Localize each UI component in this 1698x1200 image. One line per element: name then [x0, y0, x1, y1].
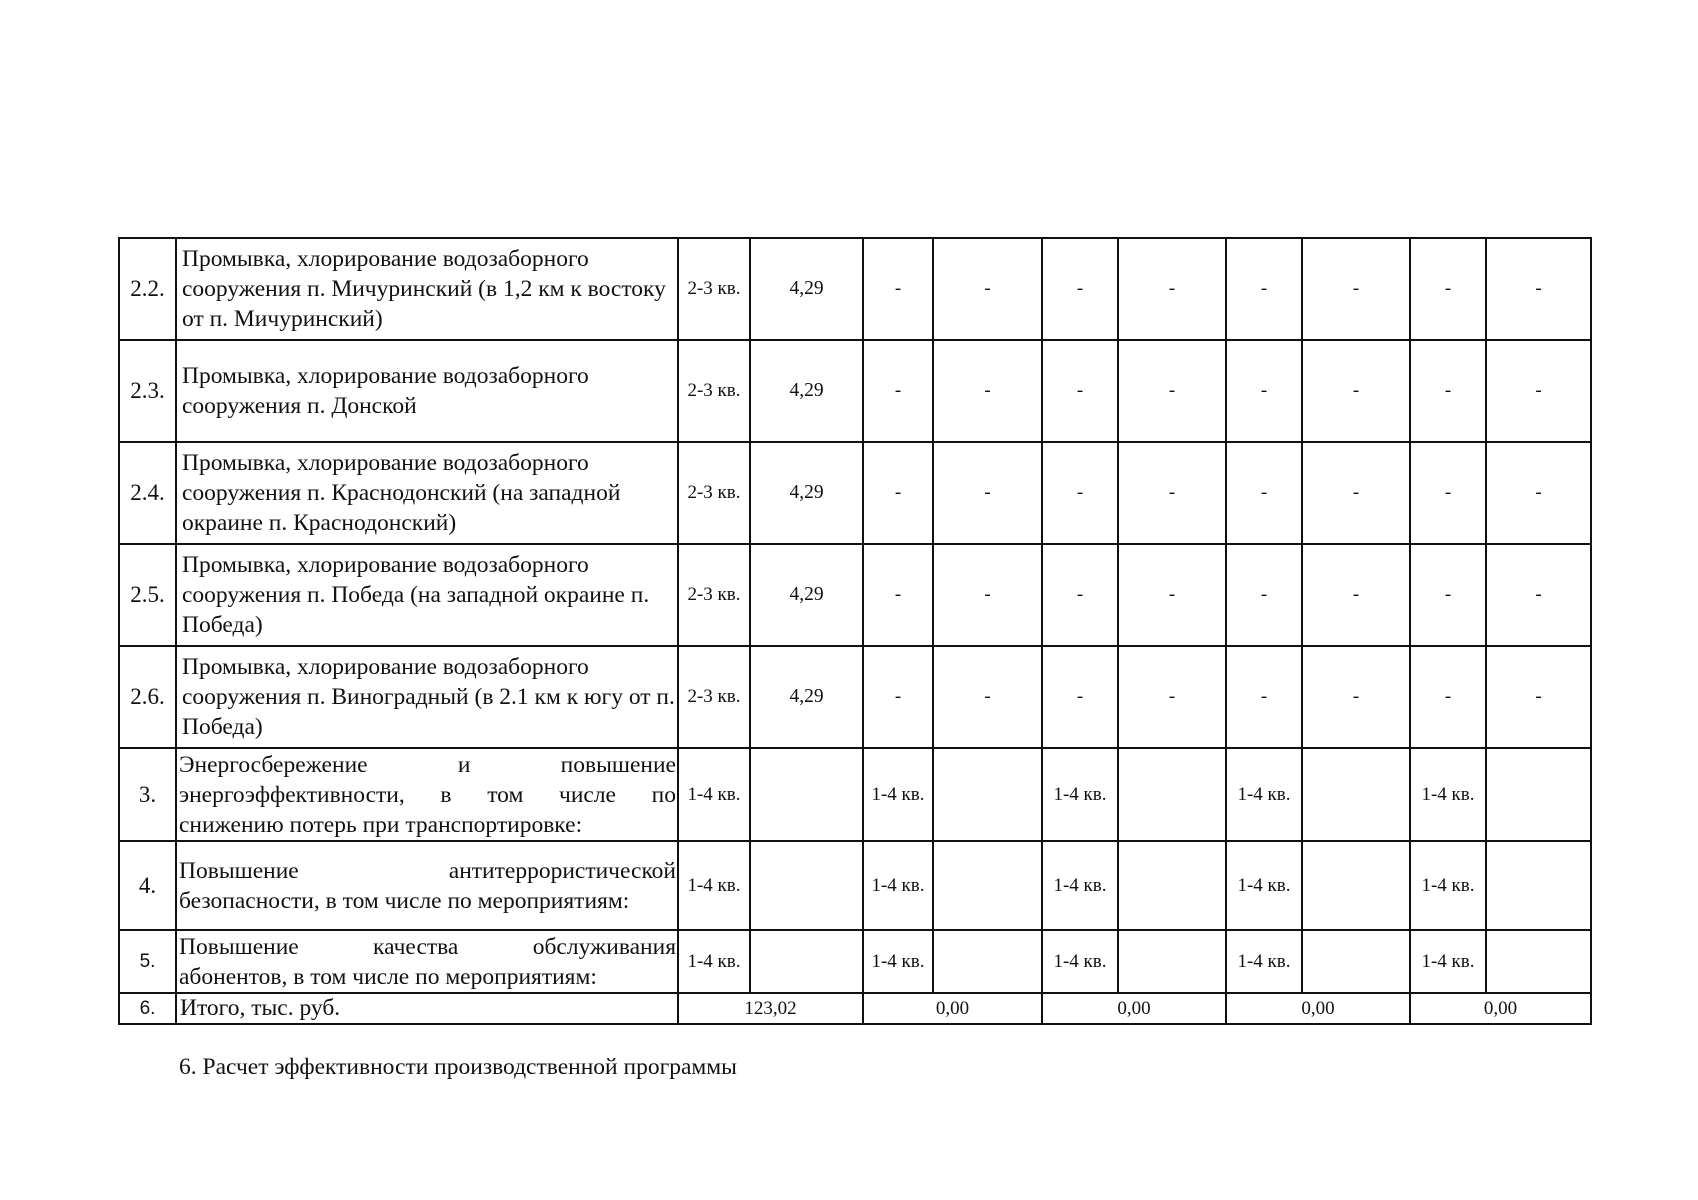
row-cell: -: [863, 238, 933, 340]
row-cell: [1486, 930, 1591, 993]
row-description: [176, 748, 678, 841]
row-number: 2.6.: [119, 646, 176, 748]
row-description-line: безопасности, в том числе по мероприятиям:: [179, 887, 630, 914]
row-description: Промывка, хлорирование водозаборного сооружения п. Краснодонский (на западной окраине п. Краснодонский): [176, 442, 678, 544]
row-cell: -: [1226, 544, 1302, 646]
row-cell: -: [933, 238, 1042, 340]
row-cell: -: [1410, 340, 1486, 442]
row-value: [750, 841, 863, 930]
row-value: [750, 930, 863, 993]
row-cell: -: [1118, 238, 1226, 340]
row-cell: -: [1042, 442, 1118, 544]
row-description-line: энергоэффективности, в том числе по: [179, 781, 676, 808]
row-cell: 1-4 кв.: [1410, 748, 1486, 841]
row-cell: -: [1042, 646, 1118, 748]
row-cell: -: [1486, 646, 1591, 748]
row-cell: -: [1118, 646, 1226, 748]
row-cell: [933, 930, 1042, 993]
row-period: 2-3 кв.: [678, 544, 750, 646]
row-number: 3.: [119, 748, 176, 841]
total-value: 0,00: [1042, 993, 1226, 1024]
row-cell: -: [863, 442, 933, 544]
table-row: [119, 544, 1591, 646]
section-heading: 6. Расчет эффективности производственной программы: [179, 1054, 737, 1080]
total-value: 0,00: [1410, 993, 1591, 1024]
row-cell: -: [1302, 544, 1410, 646]
row-cell: -: [1042, 238, 1118, 340]
row-cell: [1118, 841, 1226, 930]
row-cell: -: [1226, 340, 1302, 442]
table-row: [119, 340, 1591, 442]
row-number: 4.: [119, 841, 176, 930]
row-cell: 1-4 кв.: [1042, 930, 1118, 993]
row-cell: 1-4 кв.: [863, 930, 933, 993]
row-number: 2.5.: [119, 544, 176, 646]
table-row: [119, 841, 1591, 930]
program-table: [118, 237, 1592, 1025]
row-cell: -: [1042, 340, 1118, 442]
row-cell: -: [1410, 646, 1486, 748]
row-cell: 1-4 кв.: [1226, 930, 1302, 993]
row-cell: -: [933, 544, 1042, 646]
row-cell: 1-4 кв.: [1226, 841, 1302, 930]
row-cell: 1-4 кв.: [1410, 841, 1486, 930]
row-cell: -: [1302, 442, 1410, 544]
row-value: [750, 748, 863, 841]
row-cell: -: [1118, 340, 1226, 442]
row-cell: -: [933, 646, 1042, 748]
row-period: 2-3 кв.: [678, 442, 750, 544]
row-description: [176, 930, 678, 993]
row-cell: -: [863, 340, 933, 442]
table-row: [119, 646, 1591, 748]
row-cell: -: [1410, 544, 1486, 646]
row-value: 4,29: [750, 340, 863, 442]
table-row: [119, 442, 1591, 544]
row-cell: 1-4 кв.: [1042, 841, 1118, 930]
table-row: [119, 238, 1591, 340]
row-cell: [1486, 748, 1591, 841]
row-cell: -: [1302, 340, 1410, 442]
row-cell: -: [1486, 238, 1591, 340]
row-number: 5.: [119, 930, 176, 993]
row-cell: -: [1042, 544, 1118, 646]
total-value: 0,00: [863, 993, 1042, 1024]
row-cell: [933, 841, 1042, 930]
row-cell: 1-4 кв.: [863, 748, 933, 841]
row-cell: -: [1410, 442, 1486, 544]
row-cell: -: [1226, 442, 1302, 544]
row-cell: -: [1302, 238, 1410, 340]
row-cell: [1486, 841, 1591, 930]
row-period: 1-4 кв.: [678, 930, 750, 993]
row-description-line: абонентов, в том числе по мероприятиям:: [179, 963, 597, 990]
row-cell: -: [1226, 646, 1302, 748]
row-cell: 1-4 кв.: [1226, 748, 1302, 841]
row-period: 1-4 кв.: [678, 841, 750, 930]
row-cell: -: [1486, 544, 1591, 646]
row-cell: 1-4 кв.: [863, 841, 933, 930]
row-description: Промывка, хлорирование водозаборного сооружения п. Виноградный (в 2.1 км к югу от п. Победа): [176, 646, 678, 748]
row-description: Промывка, хлорирование водозаборного сооружения п. Донской: [176, 340, 678, 442]
row-cell: -: [863, 544, 933, 646]
total-value: 123,02: [678, 993, 863, 1024]
table-row: [119, 748, 1591, 841]
row-period: 2-3 кв.: [678, 340, 750, 442]
row-description: Промывка, хлорирование водозаборного сооружения п. Победа (на западной окраине п. Победа): [176, 544, 678, 646]
row-cell: [1302, 930, 1410, 993]
row-cell: -: [1486, 442, 1591, 544]
total-label: Итого, тыс. руб.: [176, 993, 678, 1024]
row-period: 2-3 кв.: [678, 646, 750, 748]
row-cell: [1118, 930, 1226, 993]
row-cell: -: [1410, 238, 1486, 340]
row-number: 2.2.: [119, 238, 176, 340]
row-period: 2-3 кв.: [678, 238, 750, 340]
row-description-line: Повышение качества обслуживания: [179, 933, 676, 960]
row-number: 2.4.: [119, 442, 176, 544]
row-number: 2.3.: [119, 340, 176, 442]
row-description-line: Повышение антитеррористической: [179, 857, 676, 884]
row-description: Промывка, хлорирование водозаборного сооружения п. Мичуринский (в 1,2 км к востоку от п. Мичуринский): [176, 238, 678, 340]
row-cell: -: [1486, 340, 1591, 442]
total-value: 0,00: [1226, 993, 1410, 1024]
row-description-line: Энергосбережение и повышение: [179, 751, 676, 778]
row-value: 4,29: [750, 238, 863, 340]
row-description-line: снижению потерь при транспортировке:: [179, 811, 583, 838]
row-cell: -: [863, 646, 933, 748]
row-cell: [1118, 748, 1226, 841]
row-period: 1-4 кв.: [678, 748, 750, 841]
row-cell: -: [933, 340, 1042, 442]
row-description: [176, 841, 678, 930]
row-cell: 1-4 кв.: [1410, 930, 1486, 993]
row-cell: -: [1118, 442, 1226, 544]
row-cell: [1302, 748, 1410, 841]
total-number: 6.: [119, 993, 176, 1024]
row-cell: -: [933, 442, 1042, 544]
total-row: [119, 993, 1591, 1024]
row-cell: [933, 748, 1042, 841]
row-cell: 1-4 кв.: [1042, 748, 1118, 841]
row-cell: -: [1302, 646, 1410, 748]
row-value: 4,29: [750, 646, 863, 748]
row-cell: -: [1118, 544, 1226, 646]
row-cell: -: [1226, 238, 1302, 340]
table-row: [119, 930, 1591, 993]
row-value: 4,29: [750, 544, 863, 646]
row-value: 4,29: [750, 442, 863, 544]
row-cell: [1302, 841, 1410, 930]
